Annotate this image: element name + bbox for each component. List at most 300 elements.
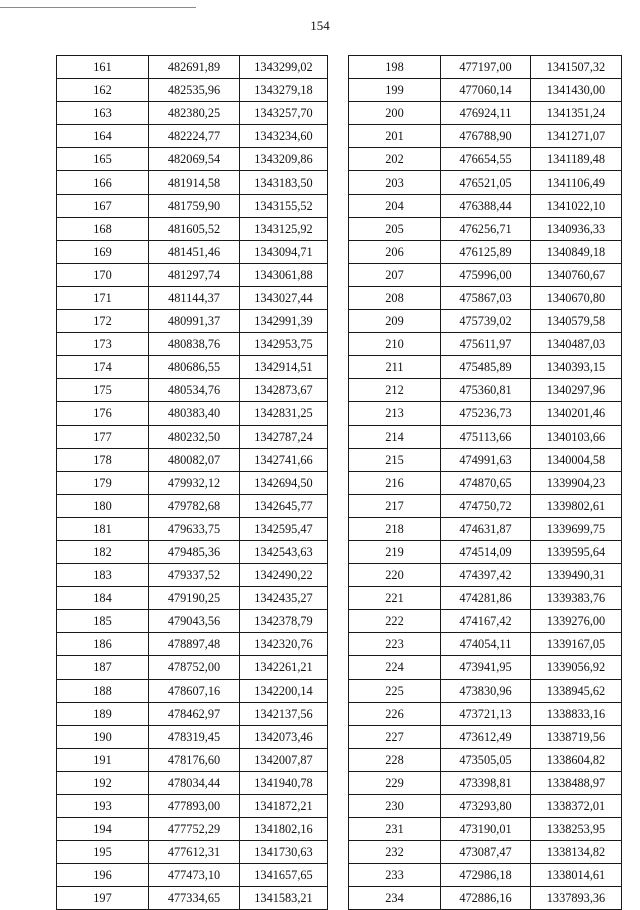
point-number-cell: 193	[57, 795, 149, 818]
x-coordinate-cell: 476388,44	[441, 194, 531, 217]
y-coordinate-cell: 1342261,21	[240, 656, 328, 679]
table-row	[349, 748, 622, 771]
table-row	[57, 564, 328, 587]
y-coordinate-cell: 1343279,18	[240, 79, 328, 102]
y-coordinate-cell: 1338719,56	[531, 725, 622, 748]
point-number-cell: 224	[349, 656, 441, 679]
x-coordinate-cell: 474750,72	[441, 494, 531, 517]
y-coordinate-cell: 1341022,10	[531, 194, 622, 217]
x-coordinate-cell: 474281,86	[441, 587, 531, 610]
table-row	[57, 679, 328, 702]
x-coordinate-cell: 480082,07	[149, 448, 240, 471]
table-row	[57, 217, 328, 240]
table-row	[349, 795, 622, 818]
y-coordinate-cell: 1342200,14	[240, 679, 328, 702]
x-coordinate-cell: 479932,12	[149, 471, 240, 494]
point-number-cell: 190	[57, 725, 149, 748]
x-coordinate-cell: 474870,65	[441, 471, 531, 494]
x-coordinate-cell: 481144,37	[149, 286, 240, 309]
table-row	[349, 887, 622, 910]
point-number-cell: 211	[349, 356, 441, 379]
point-number-cell: 222	[349, 610, 441, 633]
x-coordinate-cell: 473830,96	[441, 679, 531, 702]
y-coordinate-cell: 1341730,63	[240, 841, 328, 864]
x-coordinate-cell: 476521,05	[441, 171, 531, 194]
point-number-cell: 168	[57, 217, 149, 240]
point-number-cell: 215	[349, 448, 441, 471]
table-row	[57, 240, 328, 263]
table-row	[349, 818, 622, 841]
table-row	[349, 402, 622, 425]
x-coordinate-cell: 477752,29	[149, 818, 240, 841]
y-coordinate-cell: 1340004,58	[531, 448, 622, 471]
table-row	[349, 771, 622, 794]
table-row	[57, 425, 328, 448]
table-row	[349, 494, 622, 517]
table-row	[57, 818, 328, 841]
table-row	[57, 587, 328, 610]
point-number-cell: 181	[57, 517, 149, 540]
table-row	[57, 841, 328, 864]
y-coordinate-cell: 1341271,07	[531, 125, 622, 148]
table-row	[349, 679, 622, 702]
y-coordinate-cell: 1342007,87	[240, 748, 328, 771]
table-row	[57, 748, 328, 771]
x-coordinate-cell: 481605,52	[149, 217, 240, 240]
point-number-cell: 189	[57, 702, 149, 725]
point-number-cell: 187	[57, 656, 149, 679]
y-coordinate-cell: 1340297,96	[531, 379, 622, 402]
y-coordinate-cell: 1342694,50	[240, 471, 328, 494]
table-row	[349, 56, 622, 79]
point-number-cell: 185	[57, 610, 149, 633]
x-coordinate-cell: 473941,95	[441, 656, 531, 679]
table-row	[349, 725, 622, 748]
table-row	[349, 356, 622, 379]
y-coordinate-cell: 1339595,64	[531, 540, 622, 563]
y-coordinate-cell: 1341106,49	[531, 171, 622, 194]
point-number-cell: 174	[57, 356, 149, 379]
table-row	[57, 471, 328, 494]
table-row	[57, 795, 328, 818]
x-coordinate-cell: 478176,60	[149, 748, 240, 771]
point-number-cell: 188	[57, 679, 149, 702]
point-number-cell: 199	[349, 79, 441, 102]
point-number-cell: 164	[57, 125, 149, 148]
x-coordinate-cell: 473087,47	[441, 841, 531, 864]
table-row	[57, 771, 328, 794]
point-number-cell: 225	[349, 679, 441, 702]
y-coordinate-cell: 1338014,61	[531, 864, 622, 887]
table-row	[57, 286, 328, 309]
point-number-cell: 169	[57, 240, 149, 263]
y-coordinate-cell: 1341189,48	[531, 148, 622, 171]
y-coordinate-cell: 1338833,16	[531, 702, 622, 725]
x-coordinate-cell: 477473,10	[149, 864, 240, 887]
point-number-cell: 218	[349, 517, 441, 540]
y-coordinate-cell: 1338945,62	[531, 679, 622, 702]
x-coordinate-cell: 474054,11	[441, 633, 531, 656]
y-coordinate-cell: 1343094,71	[240, 240, 328, 263]
point-number-cell: 214	[349, 425, 441, 448]
y-coordinate-cell: 1340487,03	[531, 333, 622, 356]
point-number-cell: 228	[349, 748, 441, 771]
y-coordinate-cell: 1340936,33	[531, 217, 622, 240]
table-row	[349, 471, 622, 494]
y-coordinate-cell: 1340849,18	[531, 240, 622, 263]
table-row	[57, 702, 328, 725]
point-number-cell: 205	[349, 217, 441, 240]
x-coordinate-cell: 473398,81	[441, 771, 531, 794]
x-coordinate-cell: 477612,31	[149, 841, 240, 864]
x-coordinate-cell: 479043,56	[149, 610, 240, 633]
x-coordinate-cell: 473505,05	[441, 748, 531, 771]
y-coordinate-cell: 1342595,47	[240, 517, 328, 540]
table-row	[57, 725, 328, 748]
point-number-cell: 206	[349, 240, 441, 263]
point-number-cell: 170	[57, 263, 149, 286]
y-coordinate-cell: 1338488,97	[531, 771, 622, 794]
x-coordinate-cell: 480991,37	[149, 310, 240, 333]
point-number-cell: 230	[349, 795, 441, 818]
table-row	[57, 148, 328, 171]
x-coordinate-cell: 474631,87	[441, 517, 531, 540]
y-coordinate-cell: 1339802,61	[531, 494, 622, 517]
point-number-cell: 213	[349, 402, 441, 425]
y-coordinate-cell: 1340103,66	[531, 425, 622, 448]
table-row	[349, 540, 622, 563]
y-coordinate-cell: 1339490,31	[531, 564, 622, 587]
x-coordinate-cell: 477060,14	[441, 79, 531, 102]
y-coordinate-cell: 1342787,24	[240, 425, 328, 448]
y-coordinate-cell: 1343155,52	[240, 194, 328, 217]
table-row	[349, 448, 622, 471]
x-coordinate-cell: 476256,71	[441, 217, 531, 240]
y-coordinate-cell: 1342543,63	[240, 540, 328, 563]
x-coordinate-cell: 479782,68	[149, 494, 240, 517]
x-coordinate-cell: 478752,00	[149, 656, 240, 679]
x-coordinate-cell: 478034,44	[149, 771, 240, 794]
x-coordinate-cell: 477197,00	[441, 56, 531, 79]
x-coordinate-cell: 479633,75	[149, 517, 240, 540]
point-number-cell: 234	[349, 887, 441, 910]
point-number-cell: 163	[57, 102, 149, 125]
point-number-cell: 162	[57, 79, 149, 102]
table-row	[349, 379, 622, 402]
table-row	[349, 148, 622, 171]
x-coordinate-cell: 482535,96	[149, 79, 240, 102]
x-coordinate-cell: 475611,97	[441, 333, 531, 356]
x-coordinate-cell: 474167,42	[441, 610, 531, 633]
table-row	[57, 610, 328, 633]
table-row	[57, 333, 328, 356]
x-coordinate-cell: 479485,36	[149, 540, 240, 563]
x-coordinate-cell: 475996,00	[441, 263, 531, 286]
table-row	[57, 102, 328, 125]
point-number-cell: 226	[349, 702, 441, 725]
point-number-cell: 223	[349, 633, 441, 656]
table-row	[349, 702, 622, 725]
point-number-cell: 194	[57, 818, 149, 841]
table-row	[349, 864, 622, 887]
point-number-cell: 177	[57, 425, 149, 448]
table-row	[349, 425, 622, 448]
table-row	[349, 656, 622, 679]
table-row	[349, 171, 622, 194]
point-number-cell: 186	[57, 633, 149, 656]
y-coordinate-cell: 1338134,82	[531, 841, 622, 864]
x-coordinate-cell: 475739,02	[441, 310, 531, 333]
y-coordinate-cell: 1343299,02	[240, 56, 328, 79]
point-number-cell: 231	[349, 818, 441, 841]
x-coordinate-cell: 477893,00	[149, 795, 240, 818]
point-number-cell: 173	[57, 333, 149, 356]
table-row	[57, 633, 328, 656]
x-coordinate-cell: 474991,63	[441, 448, 531, 471]
table-row	[349, 564, 622, 587]
x-coordinate-cell: 478462,97	[149, 702, 240, 725]
point-number-cell: 210	[349, 333, 441, 356]
x-coordinate-cell: 475360,81	[441, 379, 531, 402]
x-coordinate-cell: 476788,90	[441, 125, 531, 148]
point-number-cell: 192	[57, 771, 149, 794]
table-row	[349, 587, 622, 610]
point-number-cell: 208	[349, 286, 441, 309]
point-number-cell: 209	[349, 310, 441, 333]
table-row	[57, 79, 328, 102]
y-coordinate-cell: 1343027,44	[240, 286, 328, 309]
y-coordinate-cell: 1342953,75	[240, 333, 328, 356]
table-row	[349, 610, 622, 633]
x-coordinate-cell: 482069,54	[149, 148, 240, 171]
y-coordinate-cell: 1340579,58	[531, 310, 622, 333]
y-coordinate-cell: 1340201,46	[531, 402, 622, 425]
y-coordinate-cell: 1342831,25	[240, 402, 328, 425]
x-coordinate-cell: 478897,48	[149, 633, 240, 656]
y-coordinate-cell: 1340760,67	[531, 263, 622, 286]
point-number-cell: 201	[349, 125, 441, 148]
y-coordinate-cell: 1342137,56	[240, 702, 328, 725]
x-coordinate-cell: 479190,25	[149, 587, 240, 610]
table-row	[57, 125, 328, 148]
y-coordinate-cell: 1341583,21	[240, 887, 328, 910]
x-coordinate-cell: 477334,65	[149, 887, 240, 910]
point-number-cell: 212	[349, 379, 441, 402]
table-row	[57, 171, 328, 194]
x-coordinate-cell: 473612,49	[441, 725, 531, 748]
y-coordinate-cell: 1342320,76	[240, 633, 328, 656]
table-row	[349, 217, 622, 240]
x-coordinate-cell: 476924,11	[441, 102, 531, 125]
table-row	[349, 263, 622, 286]
y-coordinate-cell: 1339056,92	[531, 656, 622, 679]
table-row	[349, 194, 622, 217]
y-coordinate-cell: 1339167,05	[531, 633, 622, 656]
x-coordinate-cell: 481297,74	[149, 263, 240, 286]
point-number-cell: 178	[57, 448, 149, 471]
point-number-cell: 219	[349, 540, 441, 563]
y-coordinate-cell: 1340393,15	[531, 356, 622, 379]
x-coordinate-cell: 473721,13	[441, 702, 531, 725]
table-row	[57, 263, 328, 286]
x-coordinate-cell: 482380,25	[149, 102, 240, 125]
y-coordinate-cell: 1341430,00	[531, 79, 622, 102]
x-coordinate-cell: 476125,89	[441, 240, 531, 263]
table-row	[57, 448, 328, 471]
y-coordinate-cell: 1343209,86	[240, 148, 328, 171]
x-coordinate-cell: 478319,45	[149, 725, 240, 748]
point-number-cell: 179	[57, 471, 149, 494]
table-row	[349, 310, 622, 333]
x-coordinate-cell: 473190,01	[441, 818, 531, 841]
table-row	[57, 402, 328, 425]
y-coordinate-cell: 1339276,00	[531, 610, 622, 633]
point-number-cell: 221	[349, 587, 441, 610]
point-number-cell: 161	[57, 56, 149, 79]
x-coordinate-cell: 482691,89	[149, 56, 240, 79]
x-coordinate-cell: 481451,46	[149, 240, 240, 263]
table-row	[57, 194, 328, 217]
x-coordinate-cell: 480686,55	[149, 356, 240, 379]
point-number-cell: 171	[57, 286, 149, 309]
x-coordinate-cell: 480383,40	[149, 402, 240, 425]
point-number-cell: 195	[57, 841, 149, 864]
x-coordinate-cell: 475236,73	[441, 402, 531, 425]
point-number-cell: 202	[349, 148, 441, 171]
table-row	[349, 240, 622, 263]
point-number-cell: 175	[57, 379, 149, 402]
x-coordinate-cell: 481759,90	[149, 194, 240, 217]
table-row	[57, 494, 328, 517]
point-number-cell: 183	[57, 564, 149, 587]
table-row	[57, 656, 328, 679]
x-coordinate-cell: 479337,52	[149, 564, 240, 587]
y-coordinate-cell: 1342490,22	[240, 564, 328, 587]
header-rule	[0, 7, 196, 8]
x-coordinate-cell: 475485,89	[441, 356, 531, 379]
y-coordinate-cell: 1342914,51	[240, 356, 328, 379]
table-row	[349, 102, 622, 125]
coordinates-table-left	[56, 55, 328, 910]
y-coordinate-cell: 1342873,67	[240, 379, 328, 402]
y-coordinate-cell: 1339904,23	[531, 471, 622, 494]
y-coordinate-cell: 1342378,79	[240, 610, 328, 633]
coordinates-table-right	[348, 55, 622, 910]
table-row	[349, 333, 622, 356]
table-row	[57, 540, 328, 563]
point-number-cell: 217	[349, 494, 441, 517]
table-row	[349, 79, 622, 102]
x-coordinate-cell: 472986,18	[441, 864, 531, 887]
table-row	[349, 286, 622, 309]
y-coordinate-cell: 1343061,88	[240, 263, 328, 286]
table-row	[57, 356, 328, 379]
x-coordinate-cell: 474397,42	[441, 564, 531, 587]
y-coordinate-cell: 1342741,66	[240, 448, 328, 471]
y-coordinate-cell: 1342435,27	[240, 587, 328, 610]
point-number-cell: 197	[57, 887, 149, 910]
x-coordinate-cell: 478607,16	[149, 679, 240, 702]
x-coordinate-cell: 480838,76	[149, 333, 240, 356]
point-number-cell: 167	[57, 194, 149, 217]
table-row	[57, 887, 328, 910]
y-coordinate-cell: 1342073,46	[240, 725, 328, 748]
table-row	[349, 841, 622, 864]
y-coordinate-cell: 1341872,21	[240, 795, 328, 818]
table-row	[57, 56, 328, 79]
point-number-cell: 203	[349, 171, 441, 194]
y-coordinate-cell: 1341507,32	[531, 56, 622, 79]
x-coordinate-cell: 476654,55	[441, 148, 531, 171]
y-coordinate-cell: 1341351,24	[531, 102, 622, 125]
point-number-cell: 184	[57, 587, 149, 610]
table-row	[57, 864, 328, 887]
point-number-cell: 204	[349, 194, 441, 217]
y-coordinate-cell: 1343183,50	[240, 171, 328, 194]
table-row	[57, 517, 328, 540]
x-coordinate-cell: 482224,77	[149, 125, 240, 148]
point-number-cell: 198	[349, 56, 441, 79]
point-number-cell: 165	[57, 148, 149, 171]
point-number-cell: 200	[349, 102, 441, 125]
y-coordinate-cell: 1341940,78	[240, 771, 328, 794]
point-number-cell: 172	[57, 310, 149, 333]
y-coordinate-cell: 1341802,16	[240, 818, 328, 841]
point-number-cell: 229	[349, 771, 441, 794]
x-coordinate-cell: 475867,03	[441, 286, 531, 309]
point-number-cell: 196	[57, 864, 149, 887]
table-row	[57, 379, 328, 402]
table-row	[349, 633, 622, 656]
page-number: 154	[310, 18, 330, 33]
point-number-cell: 180	[57, 494, 149, 517]
table-row	[349, 125, 622, 148]
point-number-cell: 207	[349, 263, 441, 286]
point-number-cell: 176	[57, 402, 149, 425]
x-coordinate-cell: 481914,58	[149, 171, 240, 194]
x-coordinate-cell: 474514,09	[441, 540, 531, 563]
y-coordinate-cell: 1338253,95	[531, 818, 622, 841]
y-coordinate-cell: 1343125,92	[240, 217, 328, 240]
x-coordinate-cell: 480534,76	[149, 379, 240, 402]
point-number-cell: 232	[349, 841, 441, 864]
y-coordinate-cell: 1342645,77	[240, 494, 328, 517]
table-row	[57, 310, 328, 333]
point-number-cell: 220	[349, 564, 441, 587]
point-number-cell: 216	[349, 471, 441, 494]
y-coordinate-cell: 1338372,01	[531, 795, 622, 818]
y-coordinate-cell: 1343234,60	[240, 125, 328, 148]
point-number-cell: 166	[57, 171, 149, 194]
y-coordinate-cell: 1343257,70	[240, 102, 328, 125]
point-number-cell: 233	[349, 864, 441, 887]
y-coordinate-cell: 1340670,80	[531, 286, 622, 309]
y-coordinate-cell: 1339383,76	[531, 587, 622, 610]
x-coordinate-cell: 480232,50	[149, 425, 240, 448]
point-number-cell: 182	[57, 540, 149, 563]
point-number-cell: 227	[349, 725, 441, 748]
y-coordinate-cell: 1338604,82	[531, 748, 622, 771]
point-number-cell: 191	[57, 748, 149, 771]
x-coordinate-cell: 472886,16	[441, 887, 531, 910]
table-row	[349, 517, 622, 540]
y-coordinate-cell: 1342991,39	[240, 310, 328, 333]
x-coordinate-cell: 475113,66	[441, 425, 531, 448]
y-coordinate-cell: 1337893,36	[531, 887, 622, 910]
y-coordinate-cell: 1339699,75	[531, 517, 622, 540]
y-coordinate-cell: 1341657,65	[240, 864, 328, 887]
x-coordinate-cell: 473293,80	[441, 795, 531, 818]
